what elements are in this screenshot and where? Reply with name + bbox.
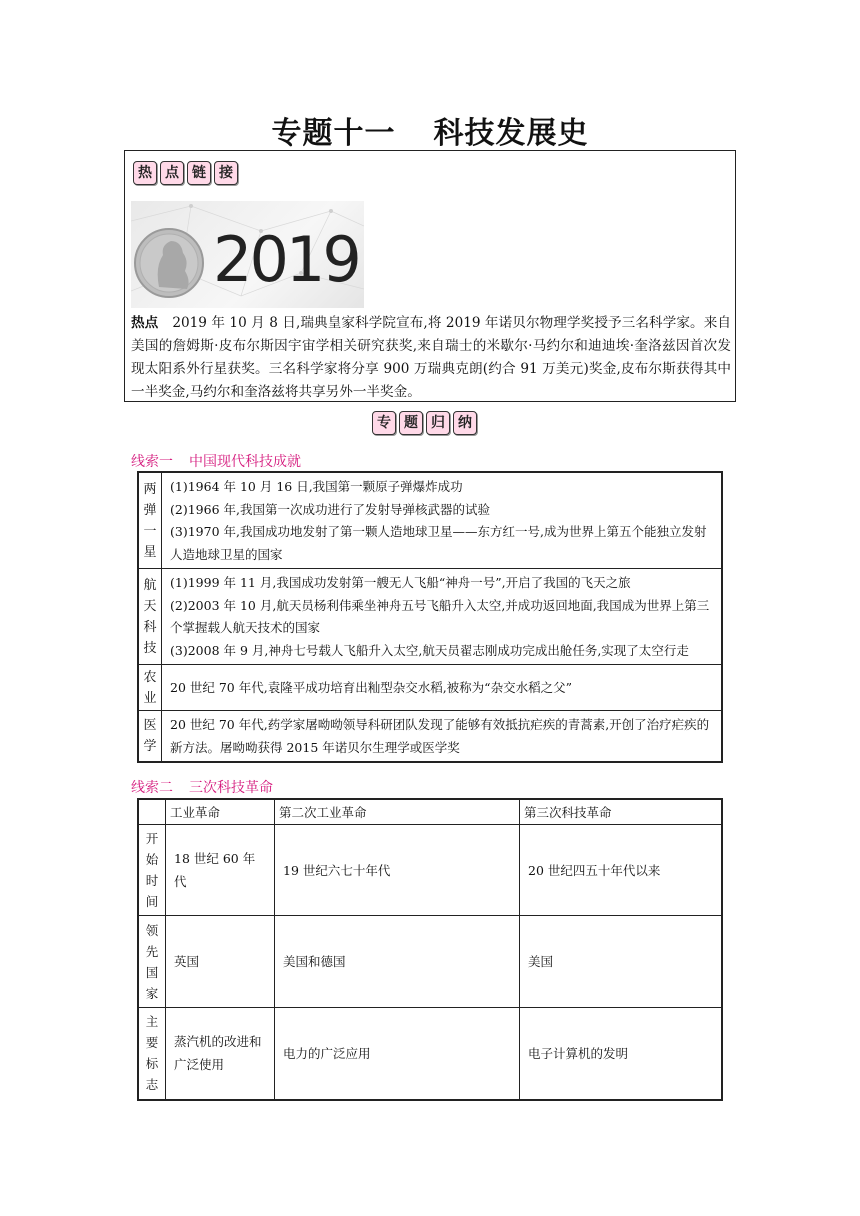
clue2-label: 线索二 (131, 780, 173, 796)
tag-char: 题 (399, 411, 423, 435)
content-line: 20 世纪 70 年代,袁隆平成功培育出籼型杂交水稻,被称为“杂交水稻之父” (170, 679, 572, 695)
tag-char: 热 (133, 161, 157, 185)
table-row (138, 665, 722, 711)
row-header: 医 学 (138, 711, 162, 763)
content-line: (3)1970 年,我国成功地发射了第一颗人造地球卫星——东方红一号,成为世界上第五个能独立发射人造地球卫星的国家 (170, 524, 707, 562)
clue1-title: 中国现代科技成就 (189, 454, 301, 470)
clue2-title: 三次科技革命 (189, 780, 273, 796)
clue1-heading (131, 451, 301, 471)
row-content (162, 665, 723, 711)
row-content (162, 472, 723, 569)
table-cell: 20 世纪四五十年代以来 (520, 825, 723, 916)
page-title (0, 108, 860, 152)
tag-char: 专 (372, 411, 396, 435)
content-line: (1)1964 年 10 月 16 日,我国第一颗原子弹爆炸成功 (170, 479, 463, 494)
table-cell: 18 世纪 60 年代 (166, 825, 275, 916)
table-cell: 美国 (520, 916, 723, 1008)
table-cell: 19 世纪六七十年代 (275, 825, 520, 916)
content-line: 20 世纪 70 年代,药学家屠呦呦领导科研团队发现了能够有效抵抗疟疾的青蒿素,开创了治疗疟疾的新方法。屠呦呦获得 2015 年诺贝尔生理学或医学奖 (170, 717, 710, 755)
column-header: 第三次科技革命 (520, 799, 723, 825)
tag-char: 纳 (453, 411, 477, 435)
table-row (138, 711, 722, 763)
hot-topic-box (124, 150, 736, 402)
hot-text-body: 2019 年 10 月 8 日,瑞典皇家科学院宣布,将 2019 年诺贝尔物理学奖授予三名科学家。来自美国的詹姆斯·皮布尔斯因宇宙学相关研究获奖,来自瑞士的米歇尔·马约尔和迪迪埃·奎洛兹因首次发现太阳系外行星获奖。三名科学家将分享 900 万瑞典克朗(约合 91 万美元)奖金,皮布尔斯获得其中一半奖金,马约尔和奎洛兹将共享另外一半奖金。 (131, 315, 731, 400)
content-line: (1)1999 年 11 月,我国成功发射第一艘无人飞船“神舟一号”,开启了我国的飞天之旅 (170, 575, 631, 590)
table-cell: 蒸汽机的改进和广泛使用 (166, 1008, 275, 1100)
table-row (138, 1008, 722, 1100)
table-row (138, 569, 722, 665)
column-header: 第二次工业革命 (275, 799, 520, 825)
content-line: (3)2008 年 9 月,神舟七号载人飞船升入太空,航天员翟志刚成功完成出舱任务,实现了太空行走 (170, 642, 689, 658)
hot-link-tags (133, 161, 238, 185)
table-header-row (138, 799, 722, 825)
column-header: 工业革命 (166, 799, 275, 825)
year-text: 2019 (213, 223, 359, 296)
hot-label: 热点 (131, 315, 159, 331)
hot-topic-text (131, 312, 731, 404)
tag-char: 接 (214, 161, 238, 185)
tag-char: 点 (160, 161, 184, 185)
clue2-heading (131, 777, 273, 797)
row-header: 领 先 国 家 (138, 916, 166, 1008)
table-cell: 电子计算机的发明 (520, 1008, 723, 1100)
corner-cell (138, 799, 166, 825)
title-part1: 专题十一 (271, 116, 396, 151)
table-row (138, 825, 722, 916)
nobel-medal-graphic (131, 201, 364, 308)
row-header: 两 弹 一 星 (138, 472, 162, 569)
clue1-label: 线索一 (131, 454, 173, 470)
china-tech-table (137, 471, 723, 763)
table-cell: 英国 (166, 916, 275, 1008)
row-content (162, 711, 723, 763)
row-header: 农 业 (138, 665, 162, 711)
table-cell: 美国和德国 (275, 916, 520, 1008)
row-content (162, 569, 723, 665)
row-header: 航 天 科 技 (138, 569, 162, 665)
table-row (138, 472, 722, 569)
tag-char: 链 (187, 161, 211, 185)
summary-tags (372, 411, 477, 435)
content-line: (2)1966 年,我国第一次成功进行了发射导弹核武器的试验 (170, 501, 490, 517)
row-header: 主 要 标 志 (138, 1008, 166, 1100)
tag-char: 归 (426, 411, 450, 435)
row-header: 开 始 时 间 (138, 825, 166, 916)
content-line: (2)2003 年 10 月,航天员杨利伟乘坐神舟五号飞船升入太空,并成功返回地面,我国成为世界上第三个掌握载人航天技术的国家 (170, 597, 710, 635)
table-row (138, 916, 722, 1008)
nobel-2019-image (131, 201, 364, 308)
table-cell: 电力的广泛应用 (275, 1008, 520, 1100)
title-part2: 科技发展史 (433, 116, 589, 151)
tech-revolution-table (137, 798, 723, 1101)
